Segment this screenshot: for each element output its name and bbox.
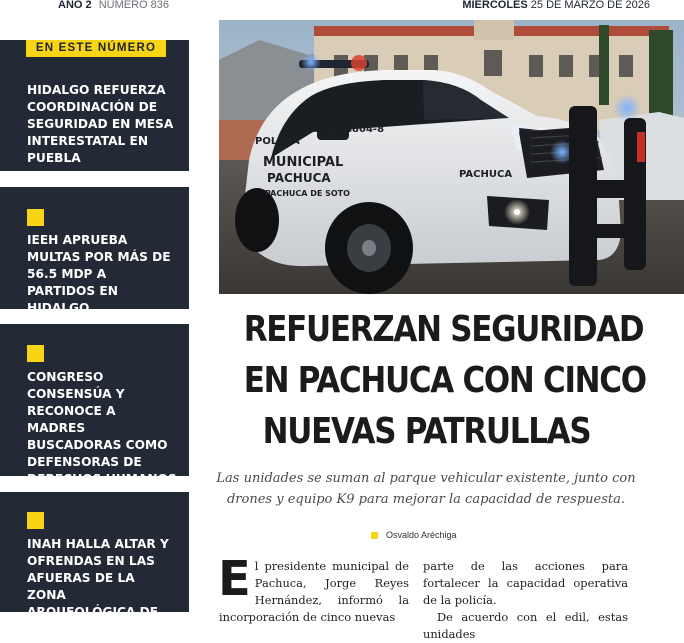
lead-photo-patrol-car xyxy=(219,20,684,294)
byline xyxy=(371,528,457,542)
body-column-2 xyxy=(423,558,628,643)
yellow-square-icon xyxy=(27,345,44,362)
sidebar-story-title: INAH HALLA ALTAR Y OFRENDAS EN LAS AFUERAS DE LA ZONA ARQUEOLÓGICA DE TULA xyxy=(27,537,169,636)
headline-line: NUEVAS PATRULLAS xyxy=(262,411,591,452)
sidebar-story-title: IEEH APRUEBA MULTAS POR MÁS DE 56.5 MDP A PARTIDOS EN HIDALGO xyxy=(27,233,171,315)
patrol-door-text: PACHUCA DE SOTO xyxy=(265,189,350,198)
issue-date xyxy=(462,0,650,11)
sidebar-story-card[interactable] xyxy=(0,324,189,486)
headline-line: REFUERZAN SEGURIDAD xyxy=(243,309,644,350)
yellow-square-icon xyxy=(27,209,44,226)
patrol-door-text: PACHUCA xyxy=(267,171,331,185)
issue-date-text: 25 DE MARZO DE 2026 xyxy=(530,0,650,11)
section-badge: EN ESTE NÚMERO xyxy=(26,40,166,57)
body-text: l presidente municipal de Pachuca, Jorge Reyes Hernández, informó la incorporación de cinco nuevas xyxy=(219,559,409,624)
yellow-square-icon xyxy=(27,512,44,529)
issue-number: NÚMERO 836 xyxy=(98,0,169,11)
issue-year: AÑO 2 xyxy=(58,0,92,11)
body-text: parte de las acciones para fortalecer la capacidad operativa de la policía. xyxy=(423,559,628,607)
sidebar-story-title: HIDALGO REFUERZA COORDINACIÓN DE SEGURIDAD EN MESA INTERESTATAL EN PUEBLA xyxy=(27,83,174,165)
headline-line: EN PACHUCA CON CINCO xyxy=(243,360,646,401)
patrol-hood-text: PACHUCA xyxy=(459,169,513,180)
issue-info xyxy=(58,0,169,11)
sidebar-story-title: CONGRESO CONSENSÚA Y RECONOCE A MADRES BUSCADORAS COMO DEFENSORAS DE DERECHOS HUMANOS xyxy=(27,370,177,486)
body-column-1 xyxy=(218,551,409,626)
body-text: De acuerdo con el edil, estas unidades xyxy=(423,610,628,641)
drop-cap: E xyxy=(218,551,251,607)
issue-weekday: MIÉRCOLES xyxy=(462,0,528,11)
patrol-car-illustration xyxy=(219,20,684,294)
byline-square-icon xyxy=(371,532,378,539)
patrol-plate: HC-4804-8 xyxy=(325,124,385,135)
patrol-door-text: MUNICIPAL xyxy=(263,155,344,170)
sidebar-story-card[interactable] xyxy=(0,187,189,315)
sidebar-story-card[interactable] xyxy=(0,492,189,636)
patrol-door-text: POLICÍA xyxy=(255,136,300,147)
author-name: Osvaldo Aréchiga xyxy=(386,530,457,540)
sidebar-in-this-issue xyxy=(0,32,190,636)
masthead-strip xyxy=(0,0,684,16)
article-headline xyxy=(243,304,646,457)
sidebar-story-card[interactable] xyxy=(0,40,189,171)
article-deck: Las unidades se suman al parque vehicular existente, junto con drones y equipo K9 para mejorar la capacidad de respuesta. xyxy=(216,471,636,507)
